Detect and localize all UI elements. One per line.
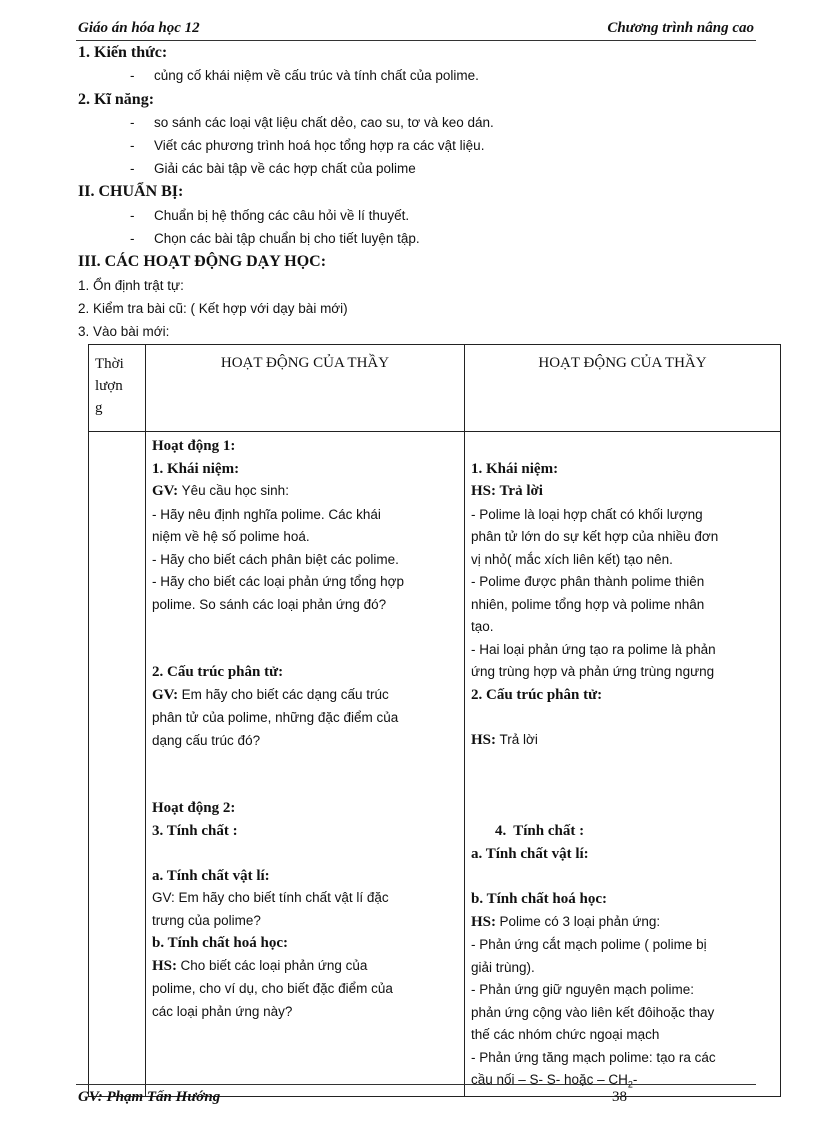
header-divider — [76, 40, 756, 41]
prep-item: - Chọn các bài tập chuẩn bị cho tiết luyện tập. — [78, 227, 758, 250]
footer-author: GV: Phạm Tấn Hướng — [78, 1089, 221, 1105]
section-activities-title: III. CÁC HOẠT ĐỘNG DẠY HỌC: — [78, 253, 327, 270]
teacher-cell: Hoạt động 1: 1. Khái niệm: GV: Yêu cầu học sinh: - Hãy nêu định nghĩa polime. Các khái niệm về hệ số polime hoá. - Hãy cho biết cách phân biệt các polime. - Hãy cho biết các loại phản ứng tổng hợp polime. So sánh các loại phản ứng đó? 2. Cấu trúc phân tử: GV: Em hãy cho biết các dạng cấu trúc phân tử của polime, những đặc điểm của dạng cấu trúc đó? Hoạt động 2: 3. Tính chất : a. Tính chất vật lí: GV: Em hãy cho biết tính chất vật lí đặc trưng của polime? b. Tính chất hoá học: HS: Cho biết các loại phản ứng của polime, cho ví dụ, cho biết đặc điểm của các loại phản ứng này? — [146, 432, 465, 1097]
activities-table — [88, 344, 781, 1097]
skills-item: - Giải các bài tập về các hợp chất của polime — [78, 157, 758, 180]
time-cell — [89, 432, 146, 1097]
activity-step: 3. Vào bài mới: — [78, 324, 170, 339]
header-student: HOẠT ĐỘNG CỦA THẦY — [465, 345, 781, 432]
skills-item: - so sánh các loại vật liệu chất dẻo, cao su, tơ và keo dán. — [78, 111, 758, 134]
header-teacher: HOẠT ĐỘNG CỦA THẦY — [146, 345, 465, 432]
activity-step: 1. Ổn định trật tự: — [78, 278, 184, 293]
table-header-row — [89, 345, 781, 432]
lesson-intro — [78, 42, 758, 343]
student-cell: 1. Khái niệm: HS: Trả lời - Polime là loại hợp chất có khối lượng phân tử lớn do sự kết hợp của nhiều đơn vị nhỏ( mắc xích liên kết) tạo nên. - Polime được phân thành polime thiên nhiên, polime tổng hợp và polime nhân tạo. - Hai loại phản ứng tạo ra polime là phản ứng trùng hợp và phản ứng trùng ngưng 2. Cấu trúc phân tử: HS: Trả lời 4. Tính chất : a. Tính chất vật lí: b. Tính chất hoá học: HS: Polime có 3 loại phản ứng: - Phản ứng cắt mạch polime ( polime bị giải trùng). - Phản ứng giữ nguyên mạch polime: phản ứng cộng vào liên kết đôihoặc thay thế các nhóm chức ngoại mạch - Phản ứng tăng mạch polime: tạo ra các cầu nối – S- S- hoặc – $CH_2-$ — [465, 432, 781, 1097]
section-skills-title: 2. Kĩ năng: — [78, 91, 155, 108]
activity-step: 2. Kiểm tra bài cũ: ( Kết hợp với dạy bài mới) — [78, 301, 348, 316]
header-time: Thời lượn g — [89, 345, 146, 432]
section-knowledge-title: 1. Kiến thức: — [78, 44, 168, 61]
header-right: Chương trình nâng cao — [607, 20, 754, 36]
footer-divider — [76, 1084, 756, 1085]
page-number: 38 — [612, 1089, 627, 1105]
knowledge-item: - củng cố khái niệm về cấu trúc và tính chất của polime. — [78, 64, 758, 87]
table-row — [89, 432, 781, 1097]
prep-item: - Chuẩn bị hệ thống các câu hỏi về lí thuyết. — [78, 204, 758, 227]
section-prep-title: II. CHUẨN BỊ: — [78, 183, 184, 200]
header-left: Giáo án hóa học 12 — [78, 20, 200, 36]
skills-item: - Viết các phương trình hoá học tổng hợp ra các vật liệu. — [78, 134, 758, 157]
